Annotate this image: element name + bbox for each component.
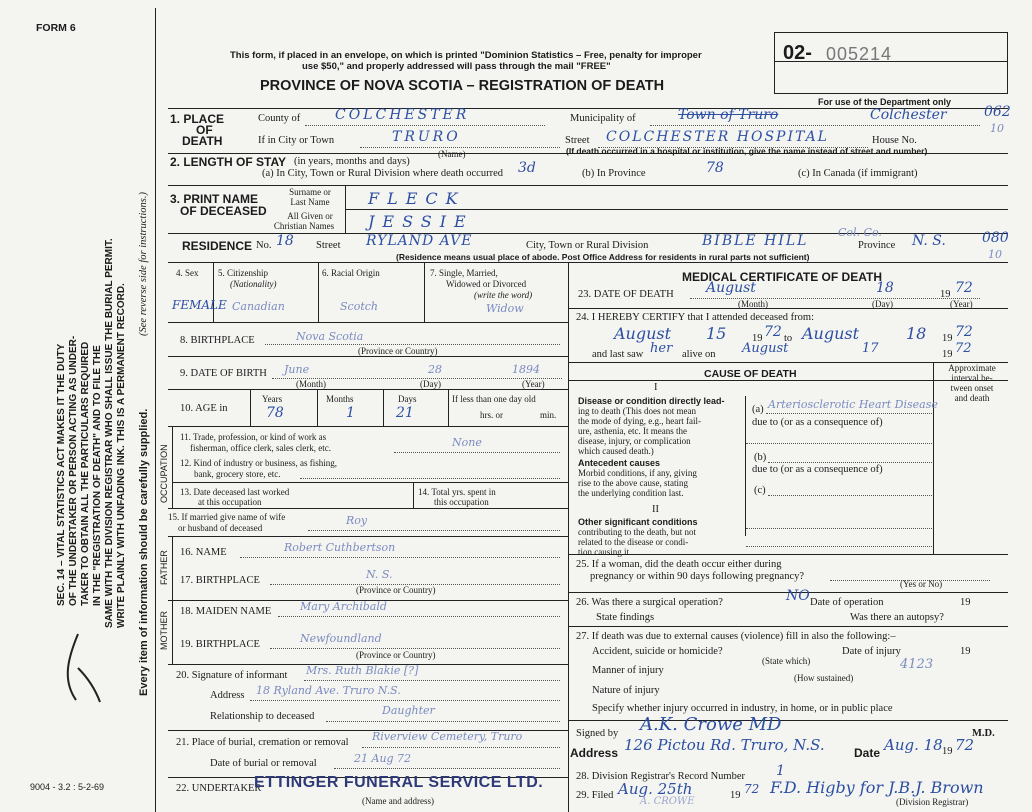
direct-cause-4: ure, asthenia, etc. It means the (578, 426, 687, 436)
operation-date-label: Date of operation (810, 597, 884, 608)
q29-year: 72 (744, 782, 760, 796)
other-conditions-3: tion causing it. (578, 547, 632, 557)
racial-origin-value: Scotch (340, 300, 378, 313)
surname-label-1: Surname or (289, 187, 331, 197)
q25-label-2: pregnancy or within 90 days following pregnancy? (590, 571, 805, 582)
residence-street-label: Street (316, 240, 341, 251)
reverse-note: (See reverse side for instructions.) (138, 192, 149, 336)
house-number-label: House No. (872, 135, 917, 146)
death-year-prefix: 19 (940, 289, 951, 300)
registrar-signature: F.D. Higby for J.B.J. Brown (770, 778, 984, 797)
direct-cause-2: ing to death (This does not mean (578, 406, 696, 416)
sex-label: 4. Sex (176, 268, 199, 278)
stay-province-label: (b) In Province (582, 168, 646, 179)
physician-date-value: Aug. 18 (884, 736, 943, 754)
autopsy-label: Was there an autopsy? (850, 612, 944, 623)
law-text-5: SAME WITH THE DIVISION REGISTRAR WHO SHALL ISSUE THE BURIAL PERMIT. (104, 238, 115, 628)
direct-cause-3: the mode of dying, e.g., heart fail- (578, 416, 701, 426)
physician-year-prefix: 19 (942, 746, 953, 757)
mother-birthplace-label: 19. BIRTHPLACE (180, 639, 260, 650)
law-text-3: TAKER TO OBTAIN ALL THE PARTICULARS REQUIRED (80, 341, 91, 606)
undertaker-stamp: ETTINGER FUNERAL SERVICE LTD. (254, 774, 544, 791)
other-conditions-title: Other significant conditions (578, 517, 698, 527)
marital-value: Widow (486, 302, 524, 315)
last-saw-pronoun: her (650, 341, 673, 356)
mother-birthplace-caption: (Province or Country) (356, 650, 436, 660)
stay-canada-label: (c) In Canada (if immigrant) (798, 168, 918, 179)
state-which-caption: (State which) (762, 656, 811, 666)
department-code-2: 080 (982, 230, 1009, 246)
industry-label-1: 12. Kind of industry or business, as fishing, (180, 458, 337, 468)
stay-label: 2. LENGTH OF STAY (170, 155, 287, 169)
burial-date-label: Date of burial or removal (210, 758, 317, 769)
citizenship-label-1: 5. Citizenship (218, 268, 268, 278)
residence-note: (Residence means usual place of abode. Post Office Address for residents in rural parts not sufficient) (396, 252, 810, 262)
cause-a-due-to: due to (or as a consequence of) (752, 417, 883, 428)
death-day: 18 (876, 280, 894, 296)
birthplace-label: 8. BIRTHPLACE (180, 335, 255, 346)
last-worked-label-1: 13. Date deceased last worked (180, 487, 290, 497)
spouse-label-2: or husband of deceased (178, 523, 263, 533)
citizenship-value: Canadian (232, 300, 285, 313)
last-worked-label-2: at this occupation (198, 497, 262, 507)
q26-label: 26. Was there a surgical operation? (576, 597, 723, 608)
antecedent-title: Antecedent causes (578, 458, 661, 468)
last-saw-day: 17 (862, 341, 879, 356)
attended-to-label: to (784, 333, 793, 344)
spouse-value: Roy (346, 514, 368, 527)
interval-label-3: tween onset (950, 383, 994, 393)
dob-year: 1894 (512, 363, 540, 376)
q28-value: 1 (776, 763, 785, 779)
relationship-value: Daughter (382, 704, 435, 717)
marital-label-3: (write the word) (474, 290, 533, 300)
citizenship-label-2: (Nationality) (230, 279, 277, 289)
death-year-caption: (Year) (950, 299, 973, 309)
informant-address: 18 Ryland Ave. Truro N.S. (256, 684, 401, 697)
other-conditions-1: contributing to the death, but not (578, 527, 696, 537)
department-code-1: 062 (984, 104, 1011, 120)
how-sustained-caption: (How sustained) (794, 673, 854, 683)
form-code: 9004 - 3.2 : 5-2-69 (30, 782, 105, 792)
burial-date-value: 21 Aug 72 (354, 752, 412, 765)
informant-address-label: Address (210, 690, 245, 701)
medical-title: MEDICAL CERTIFICATE OF DEATH (682, 270, 882, 284)
attended-from-day: 15 (706, 324, 727, 343)
direct-cause-1: Disease or condition directly lead- (578, 396, 725, 406)
attended-from-year: 72 (764, 324, 782, 340)
alive-on-label: alive on (682, 349, 716, 360)
antecedent-2: rise to the above cause, stating (578, 478, 688, 488)
undertaker-caption: (Name and address) (362, 796, 434, 806)
undertaker-label: 22. UNDERTAKER (176, 783, 262, 794)
residence-city-label: City, Town or Rural Division (526, 240, 649, 251)
physician-date-label: Date (854, 746, 881, 760)
findings-label: State findings (596, 612, 655, 623)
department-subcode-1: 10 (990, 122, 1004, 135)
father-name-label: 16. NAME (180, 547, 227, 558)
mother-maiden-value: Mary Archibald (300, 600, 387, 613)
residence-street-value: RYLAND AVE (366, 233, 473, 249)
father-section-label: FATHER (159, 550, 169, 585)
death-month: August (706, 280, 756, 296)
cause-a-value: Arteriosclerotic Heart Disease (768, 398, 938, 411)
last-saw-month: August (742, 341, 789, 356)
dob-day-caption: (Day) (420, 379, 441, 389)
name-label-2: OF DECEASED (180, 204, 267, 218)
death-year: 72 (955, 280, 973, 296)
mother-section-label: MOTHER (159, 611, 169, 650)
years-spent-label-1: 14. Total yrs. spent in (418, 487, 496, 497)
age-months-value: 1 (346, 405, 355, 421)
manner-label: Manner of injury (592, 665, 664, 676)
antecedent-3: the underlying condition last. (578, 488, 684, 498)
signed-by-label: Signed by (576, 728, 619, 739)
cause-b-due-to: due to (or as a consequence of) (752, 464, 883, 475)
burial-place-label: 21. Place of burial, cremation or removal (176, 737, 349, 748)
informant-label: 20. Signature of informant (176, 670, 288, 681)
death-day-caption: (Day) (872, 299, 893, 309)
injury-year-prefix: 19 (960, 646, 971, 657)
name-label-1: 3. PRINT NAME (170, 192, 259, 206)
attended-to-year: 72 (955, 324, 973, 340)
residence-no-value: 18 (276, 233, 294, 249)
attended-label: 24. I HEREBY CERTIFY that I attended deceased from: (576, 312, 814, 323)
cause-a-label: (a) (752, 404, 764, 415)
dob-day: 28 (428, 363, 442, 376)
residence-city-note: Col. Co. (838, 226, 882, 239)
residence-province-value: N. S. (912, 233, 946, 249)
last-saw-label: and last saw (592, 349, 644, 360)
age-days-label: Days (398, 394, 417, 404)
trade-value: None (452, 436, 482, 449)
street-value: COLCHESTER HOSPITAL (606, 129, 829, 145)
last-saw-year-prefix: 19 (942, 349, 953, 360)
signed-by-value: A.K. Crowe MD (640, 714, 782, 735)
envelope-note-1: This form, if placed in an envelope, on which is printed "Dominion Statistics – Free, penalty for improper (230, 50, 702, 61)
operation-year-prefix: 19 (960, 597, 971, 608)
father-birthplace-value: N. S. (366, 568, 393, 581)
physician-address-value: 126 Pictou Rd. Truro, N.S. (624, 736, 825, 754)
father-birthplace-label: 17. BIRTHPLACE (180, 575, 260, 586)
specify-label: Specify whether injury occurred in industry, in home, or in public place (592, 703, 893, 714)
municipality-struck: Town of Truro (678, 107, 779, 123)
min-label: min. (540, 410, 557, 420)
residence-city-value: BIBLE HILL (702, 233, 809, 249)
attended-from-month: August (614, 324, 672, 343)
stay-sublabel: (in years, months and days) (294, 156, 410, 167)
form-title: PROVINCE OF NOVA SCOTIA – REGISTRATION OF DEATH (260, 78, 665, 94)
relationship-label: Relationship to deceased (210, 711, 315, 722)
age-years-label: Years (262, 394, 283, 404)
q28-label: 28. Division Registrar's Record Number (576, 771, 745, 782)
law-text-4: IN THE "REGISTRATION OF DEATH" AND TO FILE THE (92, 345, 103, 606)
department-use-label: For use of the Department only (818, 97, 952, 107)
place-label-3: DEATH (182, 134, 223, 148)
cause-b-label: (b) (754, 452, 767, 463)
department-subcode-2: 10 (988, 248, 1002, 261)
q25-label-1: 25. If a woman, did the death occur either during (576, 559, 782, 570)
age-years-value: 78 (266, 405, 284, 421)
birthplace-value: Nova Scotia (296, 330, 364, 343)
father-name-value: Robert Cuthbertson (284, 541, 396, 554)
given-label-2: Christian Names (273, 221, 335, 231)
municipality-value: Colchester (870, 107, 947, 123)
physician-address-label: Address (570, 746, 619, 760)
years-spent-label-2: this occupation (434, 497, 489, 507)
interval-label-1: Approximate (948, 363, 996, 373)
interval-label-2: interval be- (951, 373, 993, 383)
residence-no-label: No. (256, 240, 272, 251)
residence-label: RESIDENCE (182, 239, 253, 253)
marital-label-1: 7. Single, Married, (430, 268, 498, 278)
cause-code: 4123 (900, 657, 934, 672)
injury-date-label: Date of injury (842, 646, 901, 657)
direct-cause-5: disease, injury, or complication (578, 436, 691, 446)
surname-value: FLECK (368, 189, 466, 208)
faint-stamp: A. CROWE (640, 796, 695, 807)
hrs-label: hrs. or (480, 410, 503, 420)
less-than-day-label: If less than one day old (452, 394, 536, 404)
q29-year-prefix: 19 (730, 790, 741, 801)
birthplace-caption: (Province or Country) (358, 346, 438, 356)
age-label: 10. AGE in (180, 403, 228, 414)
mother-maiden-label: 18. MAIDEN NAME (180, 606, 272, 617)
q26-value: NO (786, 588, 810, 604)
accident-label: Accident, suicide or homicide? (592, 646, 723, 657)
form-number: FORM 6 (36, 22, 76, 34)
attended-from-year-prefix: 19 (752, 333, 763, 344)
dob-label: 9. DATE OF BIRTH (180, 368, 267, 379)
physician-year: 72 (955, 736, 975, 754)
q25-caption: (Yes or No) (900, 579, 943, 589)
stay-city-label: (a) In City, Town or Rural Division where death occurred (262, 168, 503, 179)
county-label: County of (258, 113, 301, 124)
registration-number: 005214 (826, 44, 893, 64)
attended-to-day: 18 (906, 324, 927, 343)
md-label: M.D. (972, 728, 995, 739)
given-value: JESSIE (368, 212, 474, 231)
antecedent-1: Morbid conditions, if any, giving (578, 468, 697, 478)
dob-year-caption: (Year) (522, 379, 545, 389)
trade-label-2: fisherman, office clerk, sales clerk, etc. (190, 443, 332, 453)
law-text-2: OF THE UNDERTAKER OR PERSON ACTING AS UNDER- (68, 335, 79, 606)
racial-origin-label: 6. Racial Origin (322, 268, 380, 278)
cause-title: CAUSE OF DEATH (704, 368, 797, 380)
attended-to-year-prefix: 19 (942, 333, 953, 344)
interval-label-4: and death (954, 393, 990, 403)
street-label: Street (565, 135, 590, 146)
burial-place-value: Riverview Cemetery, Truro (372, 730, 523, 743)
supply-note: Every item of information should be carefully supplied. (138, 408, 150, 696)
city-label: If in City or Town (258, 135, 335, 146)
stay-city-value: 3d (518, 160, 536, 176)
hospital-note: (If death occurred in a hospital or institution, give the name instead of street and number) (566, 146, 928, 156)
death-month-caption: (Month) (738, 299, 768, 309)
q27-label: 27. If death was due to external causes (violence) fill in also the following:– (576, 631, 896, 642)
dob-month: June (284, 363, 310, 376)
residence-province-label: Province (858, 240, 896, 251)
stay-province-value: 78 (706, 160, 724, 176)
place-label-2: OF (196, 123, 213, 137)
occupation-section-label: OCCUPATION (159, 444, 169, 503)
city-name-caption: (Name) (438, 149, 466, 159)
place-label-1: 1. PLACE (170, 112, 225, 126)
father-birthplace-caption: (Province or Country) (356, 585, 436, 595)
surname-label-2: Last Name (290, 197, 330, 207)
registrar-caption: (Division Registrar) (896, 797, 969, 807)
law-text-1: SEC. 14 – VITAL STATISTICS ACT MAKES IT THE DUTY (56, 343, 67, 606)
sex-value: FEMALE (172, 298, 227, 312)
informant-signature: Mrs. Ruth Blakie [?] (306, 664, 419, 677)
law-text-6: WRITE PLAINLY WITH UNFADING INK. THIS IS A PERMANENT RECORD. (116, 283, 127, 628)
other-conditions-2: related to the disease or condi- (578, 537, 689, 547)
municipality-label: Municipality of (570, 113, 636, 124)
dob-month-caption: (Month) (296, 379, 326, 389)
q29-value: Aug. 25th (618, 780, 693, 798)
q29-label: 29. Filed (576, 790, 614, 801)
age-days-value: 21 (396, 405, 414, 421)
death-date-label: 23. DATE OF DEATH (578, 289, 674, 300)
part-ii-label: II (652, 504, 659, 515)
county-value: COLCHESTER (335, 107, 470, 123)
city-value: TRURO (392, 129, 461, 145)
marital-label-2: Widowed or Divorced (446, 279, 527, 289)
trade-label-1: 11. Trade, profession, or kind of work as (180, 432, 327, 442)
nature-label: Nature of injury (592, 685, 660, 696)
direct-cause-6: which caused death.) (578, 446, 654, 456)
registration-prefix: 02- (783, 42, 812, 64)
given-label-1: All Given or (287, 211, 333, 221)
envelope-note-2: use $50," and properly addressed will pass through the mail "FREE" (302, 61, 611, 72)
cause-c-label: (c) (754, 485, 766, 496)
age-months-label: Months (326, 394, 354, 404)
last-saw-year: 72 (955, 341, 972, 356)
part-i-label: I (654, 382, 658, 393)
spouse-label-1: 15. If married give name of wife (168, 512, 286, 522)
industry-label-2: bank, grocery store, etc. (194, 469, 281, 479)
attended-to-month: August (802, 324, 860, 343)
signature-mark (56, 628, 106, 708)
mother-birthplace-value: Newfoundland (300, 632, 382, 645)
